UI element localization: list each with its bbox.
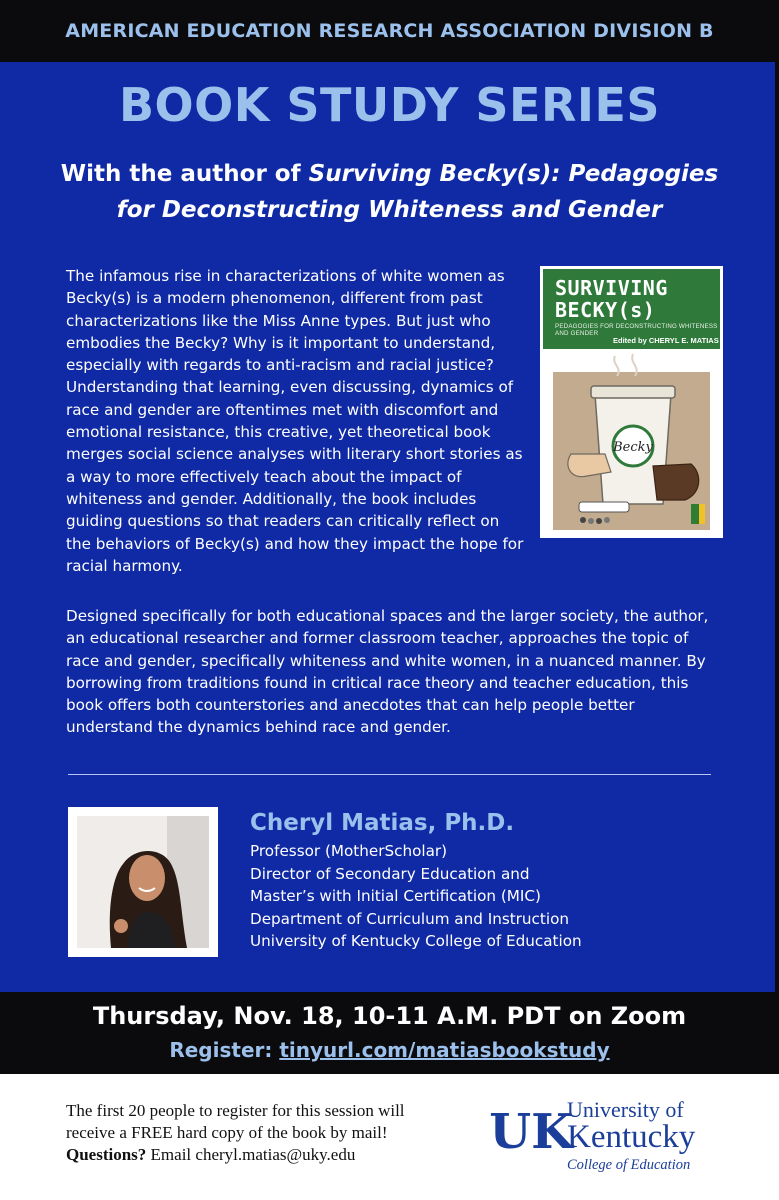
author-photo [68, 807, 218, 957]
author-details [250, 840, 582, 953]
footer-line-1: The first 20 people to register for this session will [66, 1101, 405, 1120]
author-portrait-image [77, 816, 209, 948]
cup-text: Becky [613, 440, 653, 455]
coffee-cup-illustration [553, 354, 710, 530]
event-datetime: Thursday, Nov. 18, 10-11 A.M. PDT on Zoom [92, 1002, 687, 1030]
register-link[interactable]: tinyurl.com/matiasbookstudy [279, 1038, 610, 1062]
uk-logo-letters: UK [489, 1104, 573, 1160]
questions-label: Questions? [66, 1145, 147, 1164]
book-cover [540, 266, 723, 538]
uk-logo-icon [489, 1098, 573, 1160]
author-role-2: Master’s with Initial Certification (MIC) [250, 887, 541, 905]
author-department: Department of Curriculum and Instruction [250, 909, 569, 928]
cover-title-line-2: BECKY(s) [555, 298, 656, 322]
book-title: Surviving Becky(s): Pedagogies for Deconstructing Whiteness and Gender [116, 161, 719, 223]
college-name: College of Education [567, 1157, 691, 1173]
description-paragraph-2: Designed specifically for both educational spaces and the larger society, the author, an educational researcher and former classroom teacher, approaches the topic of race and gender, specifically whiteness and white women, in a nuanced manner. By borrowing from traditions found in critical race theory and teacher education, this book offers both counterstories and anecdotes that can help people better understand the dynamics behind race and gender. [66, 607, 709, 737]
cover-title-block [543, 269, 720, 349]
description-paragraph-1: The infamous rise in characterizations of white women as Becky(s) is a modern phenomenon, different from past characterizations like the Miss Anne types. But just who embodies the Becky? Why is it important to understand, especially with regards to anti-racism and racial justice? Understanding that learning, even discussing, dynamics of race and gender are oftentimes met with discomfort and emotional resistance, this creative, yet theoretical book merges social science analyses with literary short stories as a way to more effectively teach about the impact of whiteness and gender. Additionally, the book includes guiding questions so that readers can critically reflect on the behaviors of Becky(s) and how they impact the hope for racial harmony. [66, 267, 524, 575]
footer-note [66, 1100, 486, 1166]
author-name: Cheryl Matias, Ph.D. [250, 810, 515, 836]
series-title: BOOK STUDY SERIES [118, 78, 661, 132]
author-role-1: Director of Secondary Education and [250, 864, 530, 883]
organization-banner: AMERICAN EDUCATION RESEARCH ASSOCIATION DIVISION B [0, 0, 779, 62]
author-title: Professor (MotherScholar) [250, 842, 448, 860]
footer-questions [66, 1144, 486, 1166]
subtitle [40, 156, 739, 228]
university-name-line-1: University of [567, 1097, 684, 1122]
author-institution: University of Kentucky College of Education [250, 932, 582, 950]
footer-line-2: receive a FREE hard copy of the book by mail! [66, 1123, 388, 1142]
register-label: Register: [169, 1038, 280, 1062]
panel-edge [775, 62, 779, 992]
register-line [0, 1038, 779, 1062]
cover-title-line-1: SURVIVING [555, 276, 668, 300]
university-name-line-2: Kentucky [567, 1119, 696, 1155]
cover-title [555, 277, 668, 321]
cover-editor: Edited by CHERYL E. MATIAS [613, 336, 719, 345]
section-divider [68, 774, 711, 775]
questions-email: Email cheryl.matias@uky.edu [146, 1145, 356, 1164]
cover-subtitle: PEDAGOGIES FOR DECONSTRUCTING WHITENESS AND GENDER [555, 323, 718, 337]
subtitle-prefix: With the author of [60, 161, 309, 187]
